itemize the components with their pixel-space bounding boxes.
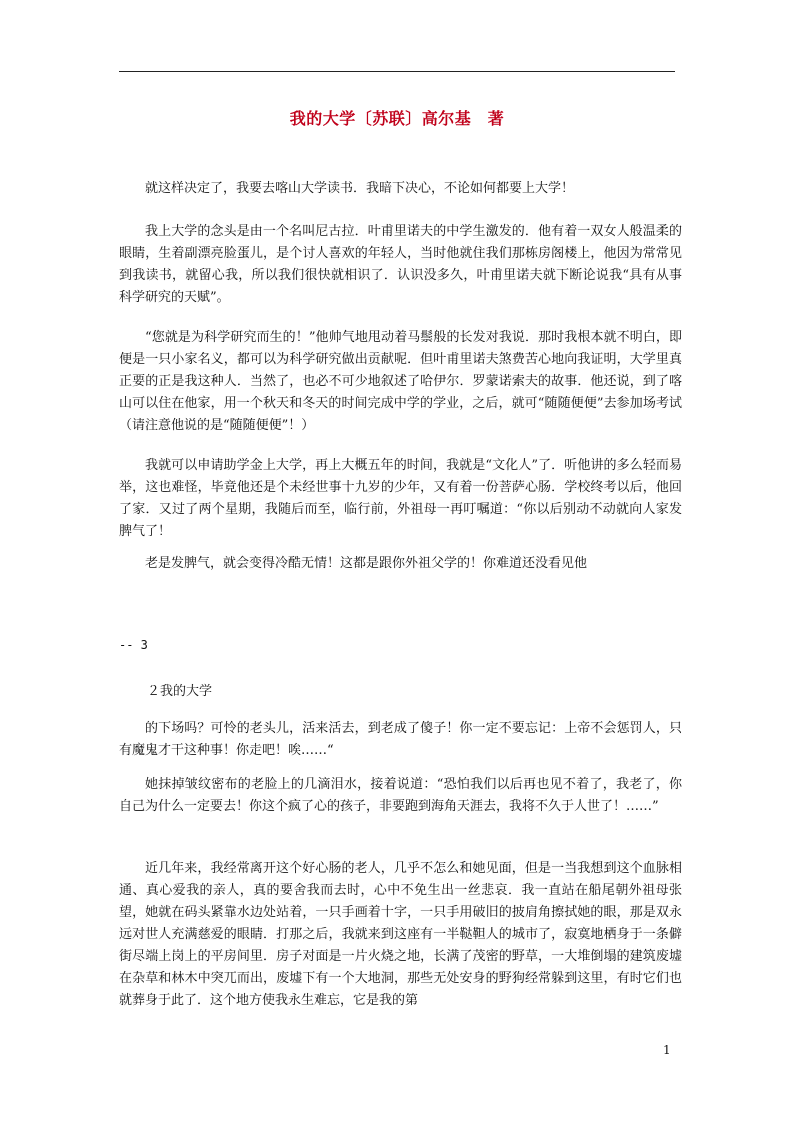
paragraph: 就这样决定了，我要去喀山大学读书．我暗下决心，不论如何都要上大学！: [145, 181, 575, 196]
page-number: 1: [663, 1043, 671, 1057]
paragraph: 我上大学的念头是由一个名叫尼古拉．叶甫里诺夫的中学生激发的．他有着一双女人般温柔的眼睛，生着副漂亮脸蛋儿，是个讨人喜欢的年轻人，当时他就住我们那栋房阁楼上，他因为常常见到我读书，就留心我，所以我们很快就相识了．认识没多久，叶甫里诺夫就下断论说我“具有从事科学研究的天赋”。: [119, 224, 682, 305]
paragraph: 我就可以申请助学金上大学，再上大概五年的时间，我就是“文化人”了．听他讲的多么轻而易举，这也难怪，毕竟他还是个未经世事十九岁的少年，又有着一份菩萨心肠．学校终考以后，他回了家．又过了两个星期，我随后而至，临行前，外祖母一再叮嘱道：“你以后别动不动就向人家发脾气了！: [119, 458, 682, 539]
paragraph: 的下场吗？可怜的老头儿，活来活去，到老成了傻子！你一定不要忘记：上帝不会惩罚人，只有魔鬼才干这种事！你走吧！唉……“: [119, 721, 682, 758]
paragraph: 她抹掉皱纹密布的老脸上的几滴泪水，接着说道：“恐怕我们以后再也见不着了，我老了，你自己为什么一定要去！你这个疯了心的孩子，非要跑到海角天涯去，我将不久于人世了！……”: [119, 777, 682, 814]
paragraph: “您就是为科学研究而生的！”他帅气地甩动着马鬃般的长发对我说．那时我根本就不明白，即便是一只小家名义，都可以为科学研究做出贡献呢．但叶甫里诺夫煞费苦心地向我证明，大学里真正要的正是我这种人．当然了，也必不可少地叙述了哈伊尔．罗蒙诺索夫的故事．他还说，到了喀山可以住在他家，用一个秋天和冬天的时间完成中学的学业，之后，就可“随随便便”去参加场考试（请注意他说的是“随随便便”！）: [119, 330, 682, 433]
running-header: ２我的大学: [147, 684, 213, 699]
document-title: 我的大学〔苏联〕高尔基 著: [289, 109, 505, 128]
page-marker: -- 3: [119, 638, 148, 652]
paragraph: 老是发脾气，就会变得冷酷无情！这都是跟你外祖父学的！你难道还没看见他: [145, 556, 588, 571]
header-rule: [119, 71, 675, 72]
paragraph: 近几年来，我经常离开这个好心肠的老人，几乎不怎么和她见面，但是一当我想到这个血脉相通、真心爱我的亲人，真的要舍我而去时，心中不免生出一丝悲哀．我一直站在船尾朝外祖母张望，她就在码头紧靠水边处站着，一只手画着十字，一只手用破旧的披肩角擦拭她的眼，那是双永远对世人充满慈爱的眼睛．打那之后，我就来到这座有一半鞑靼人的城市了，寂寞地栖身于一条僻街尽端上岗上的平房间里．房子对面是一片火烧之地，长满了茂密的野草，一大堆倒塌的建筑废墟在杂草和林木中突兀而出，废墟下有一个大地洞，那些无处安身的野狗经常躲到这里，有时它们也就葬身于此了．这个地方使我永生难忘，它是我的第: [119, 861, 682, 1008]
